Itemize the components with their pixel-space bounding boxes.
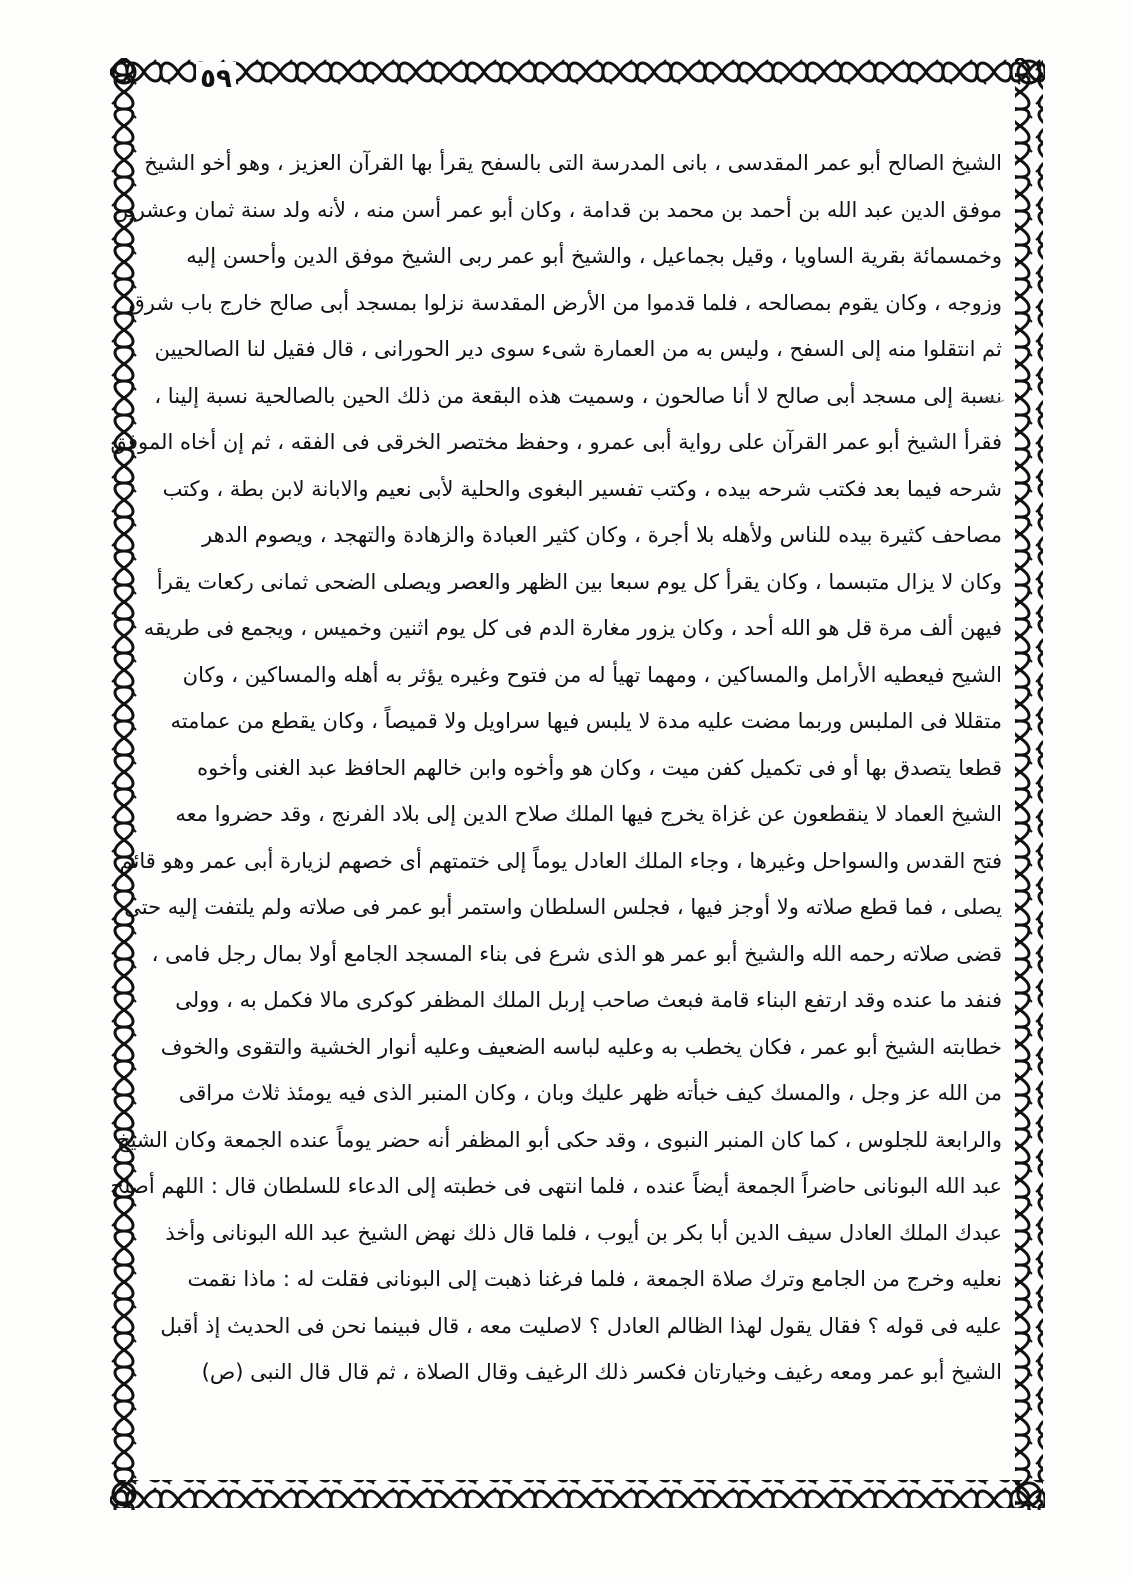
text-line: وزوجه ، وكان يقوم بمصالحه ، فلما قدموا من الأرض المقدسة نزلوا بمسجد أبى صالح خارج باب شرق [128,290,1002,315]
text-line: فقرأ الشيخ أبو عمر القرآن على رواية أبى عمرو ، وحفظ مختصر الخرقى فى الفقه ، ثم إن أخاه الموفق [110,430,1002,454]
text-line: يصلى ، فما قطع صلاته ولا أوجز فيها ، فجلس السلطان واستمر أبو عمر فى صلاته ولم يلتفت إليه حتى [124,895,1002,919]
text-line: شرحه فيما بعد فكتب شرحه بيده ، وكتب تفسير البغوى والحلية لأبى نعيم والابانة لابن بطة ، وكتب [162,476,1002,501]
text-line: الشيخ العماد لا ينقطعون عن غزاة يخرج فيها الملك صلاح الدين إلى بلاد الفرنج ، وقد حضروا معه [175,802,1002,826]
text-line: عبد الله البونانى حاضراً الجمعة أيضاً عنده ، فلما انتهى فى خطبته إلى الدعاء للسلطان قال : اللهم أصلح [110,1174,1002,1198]
text-line: فتح القدس والسواحل وغيرها ، وجاء الملك العادل يوماً إلى ختمتهم أى خصهم لزيارة أبى عمر وهو قائم [119,848,1002,873]
text-line: موفق الدين عبد الله بن أحمد بن محمد بن قدامة ، وكان أبو عمر أسن منه ، لأنه ولد سنة ثمان وعشرين [112,197,1002,222]
text-line: قطعا يتصدق بها أو فى تكميل كفن ميت ، وكان هو وأخوه وابن خالهم الحافظ عبد الغنى وأخوه [197,755,1002,780]
text-line: الشيخ الصالح أبو عمر المقدسى ، بانى المدرسة التى بالسفح يقرأ بها القرآن العزيز ، وهو أخو الشيخ [144,151,1002,175]
text-line: فيهن ألف مرة قل هو الله أحد ، وكان يزور مغارة الدم فى كل يوم اثنين وخميس ، ويجمع فى طريقه [143,616,1002,640]
text-line: الشيخ أبو عمر ومعه رغيف وخيارتان فكسر ذلك الرغيف وقال الصلاة ، ثم قال قال النبى (ص) [201,1360,1002,1384]
text-line: من الله عز وجل ، والمسك كيف خبأته ظهر عليك وبان ، وكان المنبر الذى فيه يومئذ ثلاث مراقى [178,1081,1002,1105]
text-line: عليه فى قوله ؟ فقال يقول لهذا الظالم العادل ؟ لاصليت معه ، قال فبينما نحن فى الحديث إذ أقبل [160,1313,1002,1338]
text-line: الشيح فيعطيه الأرامل والمساكين ، ومهما تهيأ له من فتوح وغيره يؤثر به أهله والمساكين ، وكان [182,662,1002,687]
text-line: وخمسمائة بقرية الساويا ، وقيل بجماعيل ، والشيخ أبو عمر ربى الشيخ موفق الدين وأحسن إليه [186,244,1002,268]
text-line: مصاحف كثيرة بيده للناس ولأهله بلا أجرة ، وكان كثير العبادة والزهادة والتهجد ، ويصوم الدهر [202,523,1002,547]
margin-mark [980,395,1006,405]
text-line: ثم انتقلوا منه إلى السفح ، وليس به من العمارة شىء سوى دير الحورانى ، قال فقيل لنا الصالحيين [154,337,1002,361]
body-text [110,140,1002,1422]
text-line: نسبة إلى مسجد أبى صالح لا أنا صالحون ، وسميت هذه البقعة من ذلك الحين بالصالحية نسبة إلينا ، [154,383,1002,408]
text-line: عبدك الملك العادل سيف الدين أبا بكر بن أيوب ، فلما قال ذلك نهض الشيخ عبد الله البونانى وأخذ [165,1220,1002,1245]
text-line: فنفد ما عنده وقد ارتفع البناء قامة فبعث صاحب إربل الملك المظفر كوكرى مالا فكمل به ، وولى [175,988,1002,1012]
text-line: والرابعة للجلوس ، كما كان المنبر النبوى ، وقد حكى أبو المظفر أنه حضر يوماً عنده الجمعة وكان الشيخ [117,1127,1002,1152]
text-line: خطابته الشيخ أبو عمر ، فكان يخطب به وعليه لباسه الضعيف وعليه أنوار الخشية والتقوى والخوف [160,1034,1002,1059]
text-line: وكان لا يزال متبسما ، وكان يقرأ كل يوم سبعا بين الظهر والعصر ويصلى الضحى ثمانى ركعات يقرأ [156,569,1002,594]
page-number: ٥٩ [196,62,236,96]
text-line: نعليه وخرج من الجامع وترك صلاة الجمعة ، فلما فرغنا ذهبت إلى البونانى فقلت له : ماذا نقمت [187,1267,1002,1291]
text-line: قضى صلاته رحمه الله والشيخ أبو عمر هو الذى شرع فى بناء المسجد الجامع أولا بمال رجل فامى ، [151,941,1002,966]
text-line: متقللا فى الملبس وربما مضت عليه مدة لا يلبس فيها سراويل ولا قميصاً ، وكان يقطع من عمامته [170,709,1002,733]
